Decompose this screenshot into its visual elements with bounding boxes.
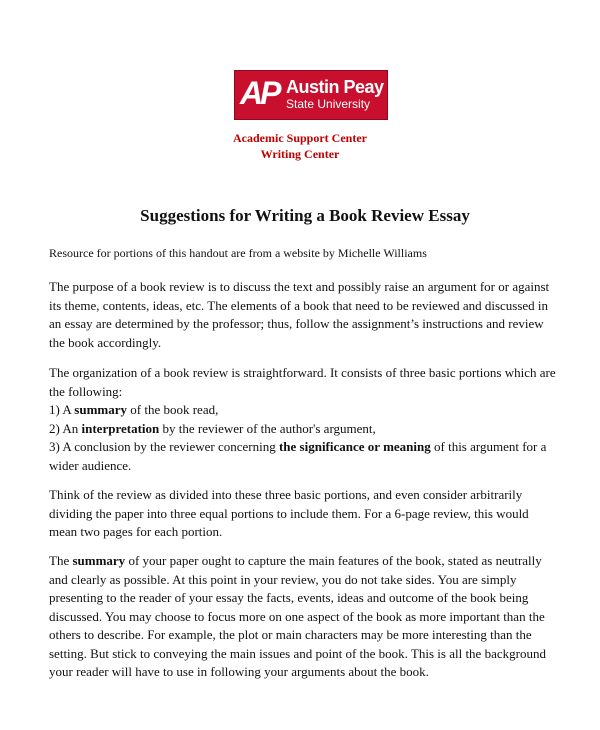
university-logo xyxy=(234,70,388,120)
paragraph-purpose xyxy=(49,278,579,352)
text-line: dividing the paper into three equal portions to include them. For a 6-page review, this would xyxy=(49,505,529,521)
paragraph-summary xyxy=(49,552,579,682)
paragraph-divide xyxy=(49,486,579,542)
logo-subtitle: State University xyxy=(286,97,371,111)
text-line: The organization of a book review is straightforward. It consists of three basic portions which are xyxy=(49,365,556,380)
text-line: its theme, contents, ideas, etc. The elements of a book that need to be reviewed and discussed in xyxy=(49,297,549,313)
center-name-line-1: Academic Support Center xyxy=(233,131,367,145)
source-credit xyxy=(49,244,579,263)
text-line: and clearly as possible. At this point in your review, you do not take sides. You are simply xyxy=(49,571,517,587)
text-line: setting. But stick to conveying the main issues and point of the book. This is all the background xyxy=(49,645,546,661)
text-line: Think of the review as divided into these three basic portions, and even consider arbitrarily xyxy=(49,487,523,502)
text-line: the following: xyxy=(49,383,123,399)
text-line: presenting to the reader of your essay the facts, events, ideas and outcome of the book being xyxy=(49,590,529,605)
text-line: wider audience. xyxy=(49,457,132,473)
text-line: your reader will have to use in following your arguments about the book. xyxy=(49,664,429,679)
text-line: discussed. You may choose to focus more on one aspect of the book as more important than the xyxy=(49,608,545,624)
text-line: others to describe. For example, the plot or main characters may be more interesting than the xyxy=(49,627,532,642)
paragraph-organization xyxy=(49,364,579,475)
list-item-interpretation: 2) An interpretation by the reviewer of the author's argument, xyxy=(49,420,376,436)
list-item-conclusion: 3) A conclusion by the reviewer concerning the significance or meaning of this argument for a xyxy=(49,439,547,454)
credit-text: Resource for portions of this handout are from a website by Michelle Williams xyxy=(49,246,427,260)
list-item-summary: 1) A summary of the book read, xyxy=(49,402,219,417)
text-line: mean two pages for each portion. xyxy=(49,524,223,539)
logo-name: Austin Peay xyxy=(286,77,384,97)
text-line: The summary of your paper ought to capture the main features of the book, stated as neutrally xyxy=(49,553,542,568)
document-title: Suggestions for Writing a Book Review Essay xyxy=(140,206,470,225)
center-name-line-2: Writing Center xyxy=(260,147,340,161)
text-line: the book accordingly. xyxy=(49,334,162,350)
logo-mark: AP xyxy=(240,75,279,111)
text-line: The purpose of a book review is to discuss the text and possibly raise an argument for or against xyxy=(49,279,550,294)
text-line: an essay are determined by the professor; thus, follow the assignment’s instructions and review xyxy=(49,316,544,331)
